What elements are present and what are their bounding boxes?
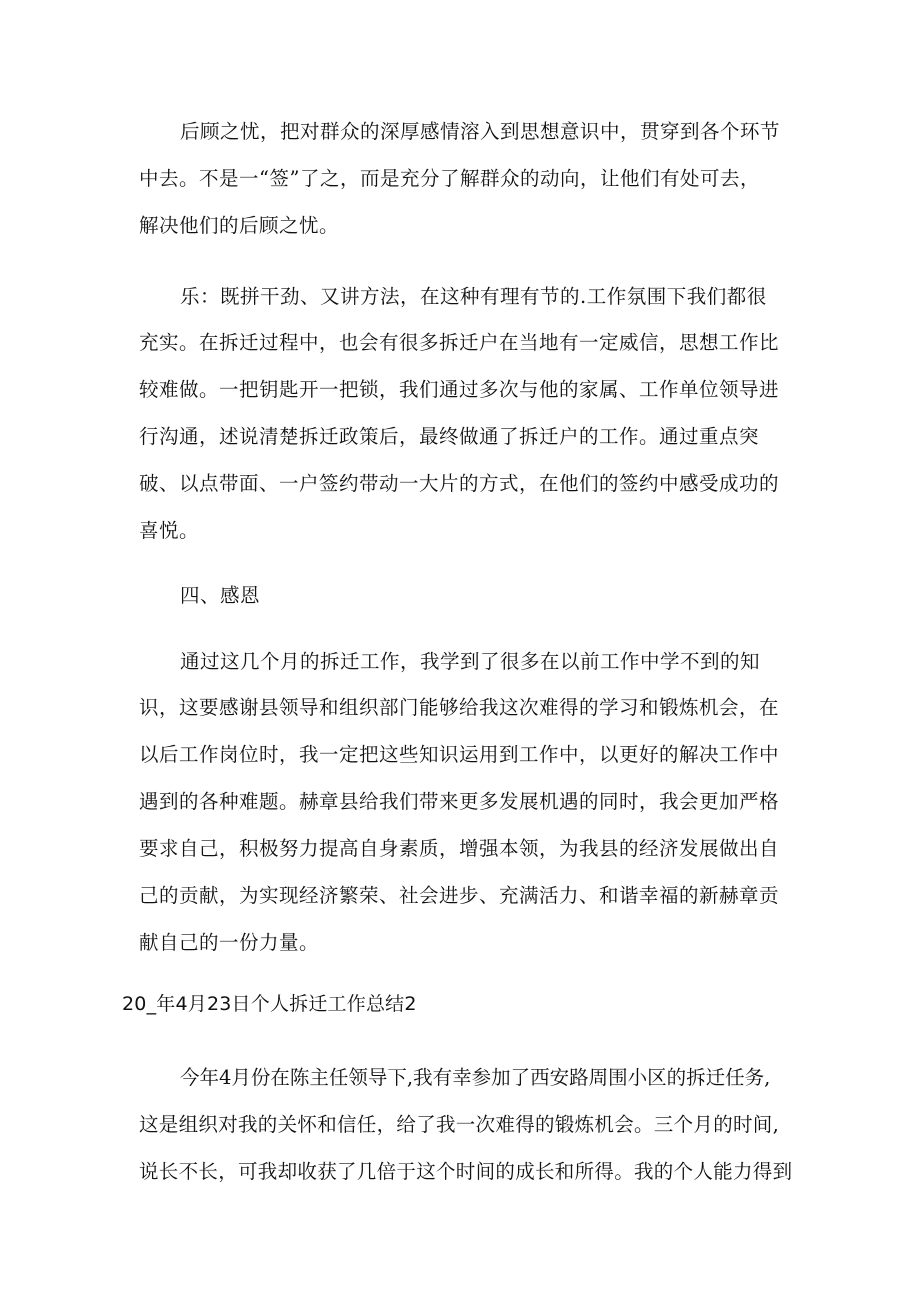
text-line: 识，这要感谢县领导和组织部门能够给我这次难得的学习和锻炼机会，在 [139, 696, 780, 719]
text-line: 献自己的一份力量。 [139, 931, 320, 954]
text-line: 通过这几个月的拆迁工作，我学到了很多在以前工作中学不到的知 [180, 650, 761, 673]
text-line: 行沟通，述说清楚拆迁政策后，最终做通了拆迁户的工作。通过重点突 [139, 425, 760, 448]
text-line: 今年4月份在陈主任领导下,我有幸参加了西安路周围小区的拆迁任务, [180, 1066, 771, 1089]
text-line: 中去。不是一“签”了之，而是充分了解群众的动向，让他们有处可去， [139, 167, 760, 190]
document-section-title: 20_年4月23日个人拆迁工作总结2 [122, 993, 417, 1015]
text-line: 以后工作岗位时，我一定把这些知识运用到工作中，以更好的解决工作中 [139, 743, 780, 766]
text-line: 解决他们的后顾之忧。 [139, 214, 340, 237]
text-line: 要求自己，积极努力提高自身素质，增强本领，为我县的经济发展做出自 [139, 837, 780, 860]
text-line: 乐：既拼干劲、又讲方法，在这种有理有节的.工作氛围下我们都很 [180, 285, 767, 308]
section-heading: 四、感恩 [180, 584, 261, 607]
text-line: 破、以点带面、一户签约带动一大片的方式，在他们的签约中感受成功的 [139, 472, 780, 495]
text-line: 喜悦。 [139, 519, 200, 542]
text-line: 说长不长，可我却收获了几倍于这个时间的成长和所得。我的个人能力得到 [139, 1160, 793, 1183]
text-line: 较难做。一把钥匙开一把锁，我们通过多次与他的家属、工作单位领导进 [139, 378, 780, 401]
text-line: 这是组织对我的关怀和信任，给了我一次难得的锻炼机会。三个月的时间, [139, 1113, 780, 1136]
text-line: 己的贡献，为实现经济繁荣、社会进步、充满活力、和谐幸福的新赫章贡 [139, 884, 780, 907]
text-line: 遇到的各种难题。赫章县给我们带来更多发展机遇的同时，我会更加严格 [139, 790, 780, 813]
text-line: 充实。在拆迁过程中，也会有很多拆迁户在当地有一定威信，思想工作比 [139, 331, 780, 354]
text-line: 后顾之忧，把对群众的深厚感情溶入到思想意识中，贯穿到各个环节 [180, 120, 781, 143]
